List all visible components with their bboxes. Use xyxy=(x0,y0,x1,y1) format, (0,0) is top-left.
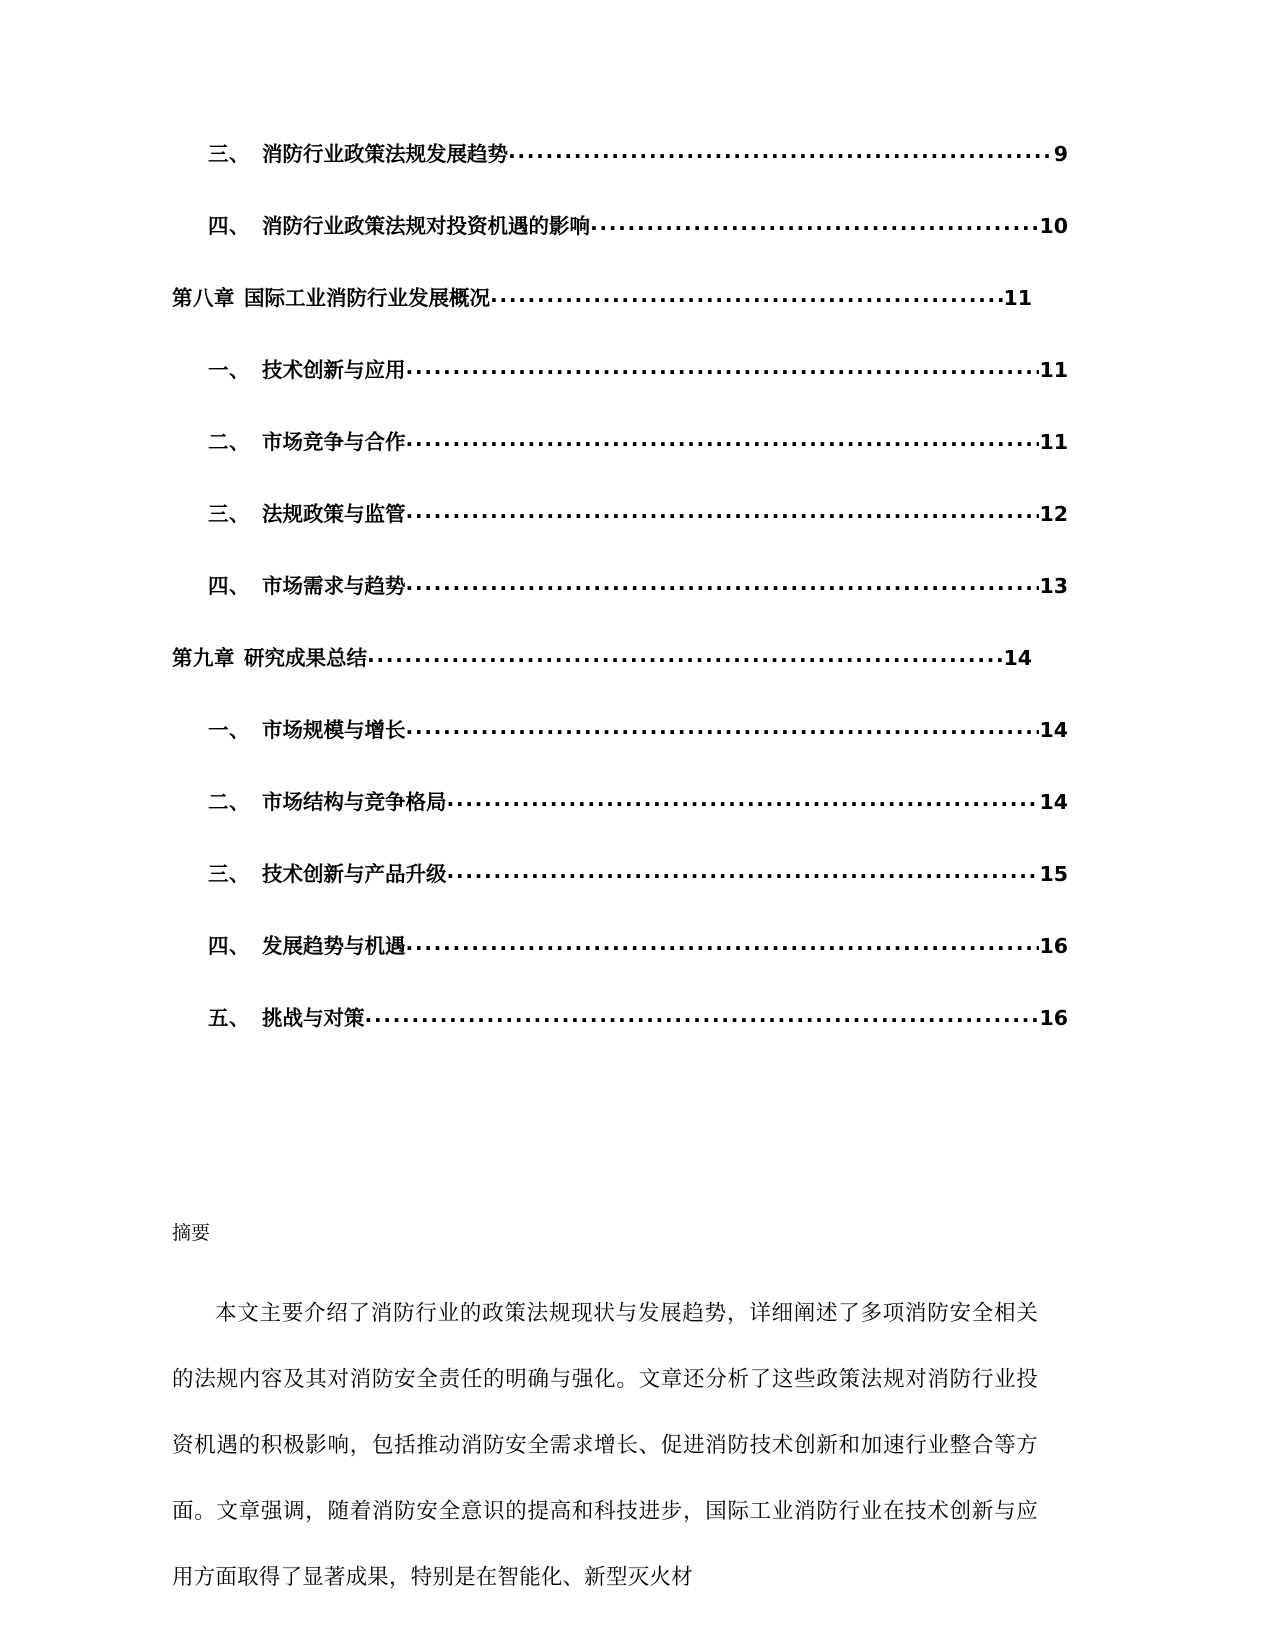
toc-entry-title: 国际工业消防行业发展概况 xyxy=(244,285,490,310)
toc-entry-number: 一、 xyxy=(208,717,250,742)
toc-entry-title: 挑战与对策 xyxy=(262,1005,365,1030)
toc-entry-page: 14 xyxy=(1039,789,1068,814)
toc-entry-page: 15 xyxy=(1039,861,1068,886)
toc-entry-title: 市场结构与竞争格局 xyxy=(262,789,447,814)
toc-entry-number: 四、 xyxy=(208,573,250,598)
toc-entry-page: 14 xyxy=(1003,645,1032,670)
toc-entry[interactable] xyxy=(172,644,1032,716)
toc-entry[interactable] xyxy=(172,356,1068,428)
toc-entry[interactable] xyxy=(172,140,1068,212)
toc-entry[interactable] xyxy=(172,1004,1068,1076)
toc-dot-leader xyxy=(365,1004,1040,1025)
toc-dot-leader xyxy=(367,644,1003,665)
toc-dot-leader xyxy=(508,140,1054,161)
toc-dot-leader xyxy=(406,716,1040,737)
page-content xyxy=(172,0,1068,1611)
toc-dot-leader xyxy=(590,212,1039,233)
toc-entry-number: 第八章 xyxy=(172,285,235,310)
toc-dot-leader xyxy=(406,428,1040,449)
toc-entry[interactable] xyxy=(172,284,1032,356)
abstract-section xyxy=(172,1222,1038,1611)
toc-entry-number: 四、 xyxy=(208,933,250,958)
toc-entry-title: 技术创新与应用 xyxy=(262,357,406,382)
toc-entry-page: 16 xyxy=(1039,933,1068,958)
toc-entry-number: 二、 xyxy=(208,429,250,454)
toc-entry-page: 11 xyxy=(1003,285,1032,310)
toc-entry-title: 发展趋势与机遇 xyxy=(262,933,406,958)
toc-entry-number: 五、 xyxy=(208,1005,250,1030)
toc-entry-title: 市场竞争与合作 xyxy=(262,429,406,454)
toc-entry-page: 12 xyxy=(1039,501,1068,526)
toc-entry[interactable] xyxy=(172,428,1068,500)
toc-entry-title: 市场需求与趋势 xyxy=(262,573,406,598)
toc-entry-title: 消防行业政策法规发展趋势 xyxy=(262,141,508,166)
toc-dot-leader xyxy=(490,284,1003,305)
toc-entry[interactable] xyxy=(172,932,1068,1004)
toc-dot-leader xyxy=(406,500,1040,521)
toc-entry-number: 第九章 xyxy=(172,645,235,670)
toc-entry-number: 一、 xyxy=(208,357,250,382)
toc-dot-leader xyxy=(447,860,1040,881)
toc-entry[interactable] xyxy=(172,500,1068,572)
toc-entry-page: 14 xyxy=(1039,717,1068,742)
toc-entry-page: 11 xyxy=(1039,429,1068,454)
toc-entry-number: 三、 xyxy=(208,501,250,526)
toc-entry-number: 三、 xyxy=(208,141,250,166)
toc-entry-number: 二、 xyxy=(208,789,250,814)
toc-entry[interactable] xyxy=(172,860,1068,932)
toc-entry-title: 消防行业政策法规对投资机遇的影响 xyxy=(262,213,590,238)
toc-entry-number: 四、 xyxy=(208,213,250,238)
toc-dot-leader xyxy=(406,932,1040,953)
abstract-body: 本文主要介绍了消防行业的政策法规现状与发展趋势，详细阐述了多项消防安全相关的法规内容及其对消防安全责任的明确与强化。文章还分析了这些政策法规对消防行业投资机遇的积极影响，包括推动消防安全需求增长、促进消防技术创新和加速行业整合等方面。文章强调，随着消防安全意识的提高和科技进步，国际工业消防行业在技术创新与应用方面取得了显著成果，特别是在智能化、新型灭火材 xyxy=(172,1301,1038,1590)
toc-dot-leader xyxy=(447,788,1040,809)
table-of-contents xyxy=(172,0,1068,1076)
toc-entry[interactable] xyxy=(172,716,1068,788)
abstract-heading: 摘要 xyxy=(172,1222,211,1244)
toc-entry[interactable] xyxy=(172,788,1068,860)
toc-dot-leader xyxy=(406,572,1040,593)
toc-entry-page: 11 xyxy=(1039,357,1068,382)
toc-entry-page: 9 xyxy=(1053,141,1068,166)
toc-entry[interactable] xyxy=(172,212,1068,284)
toc-entry-title: 研究成果总结 xyxy=(244,645,367,670)
toc-entry-title: 技术创新与产品升级 xyxy=(262,861,447,886)
toc-entry-page: 10 xyxy=(1039,213,1068,238)
toc-entry[interactable] xyxy=(172,572,1068,644)
toc-entry-page: 13 xyxy=(1039,573,1068,598)
toc-entry-number: 三、 xyxy=(208,861,250,886)
toc-dot-leader xyxy=(406,356,1040,377)
toc-entry-title: 法规政策与监管 xyxy=(262,501,406,526)
toc-entry-title: 市场规模与增长 xyxy=(262,717,406,742)
toc-entry-page: 16 xyxy=(1039,1005,1068,1030)
